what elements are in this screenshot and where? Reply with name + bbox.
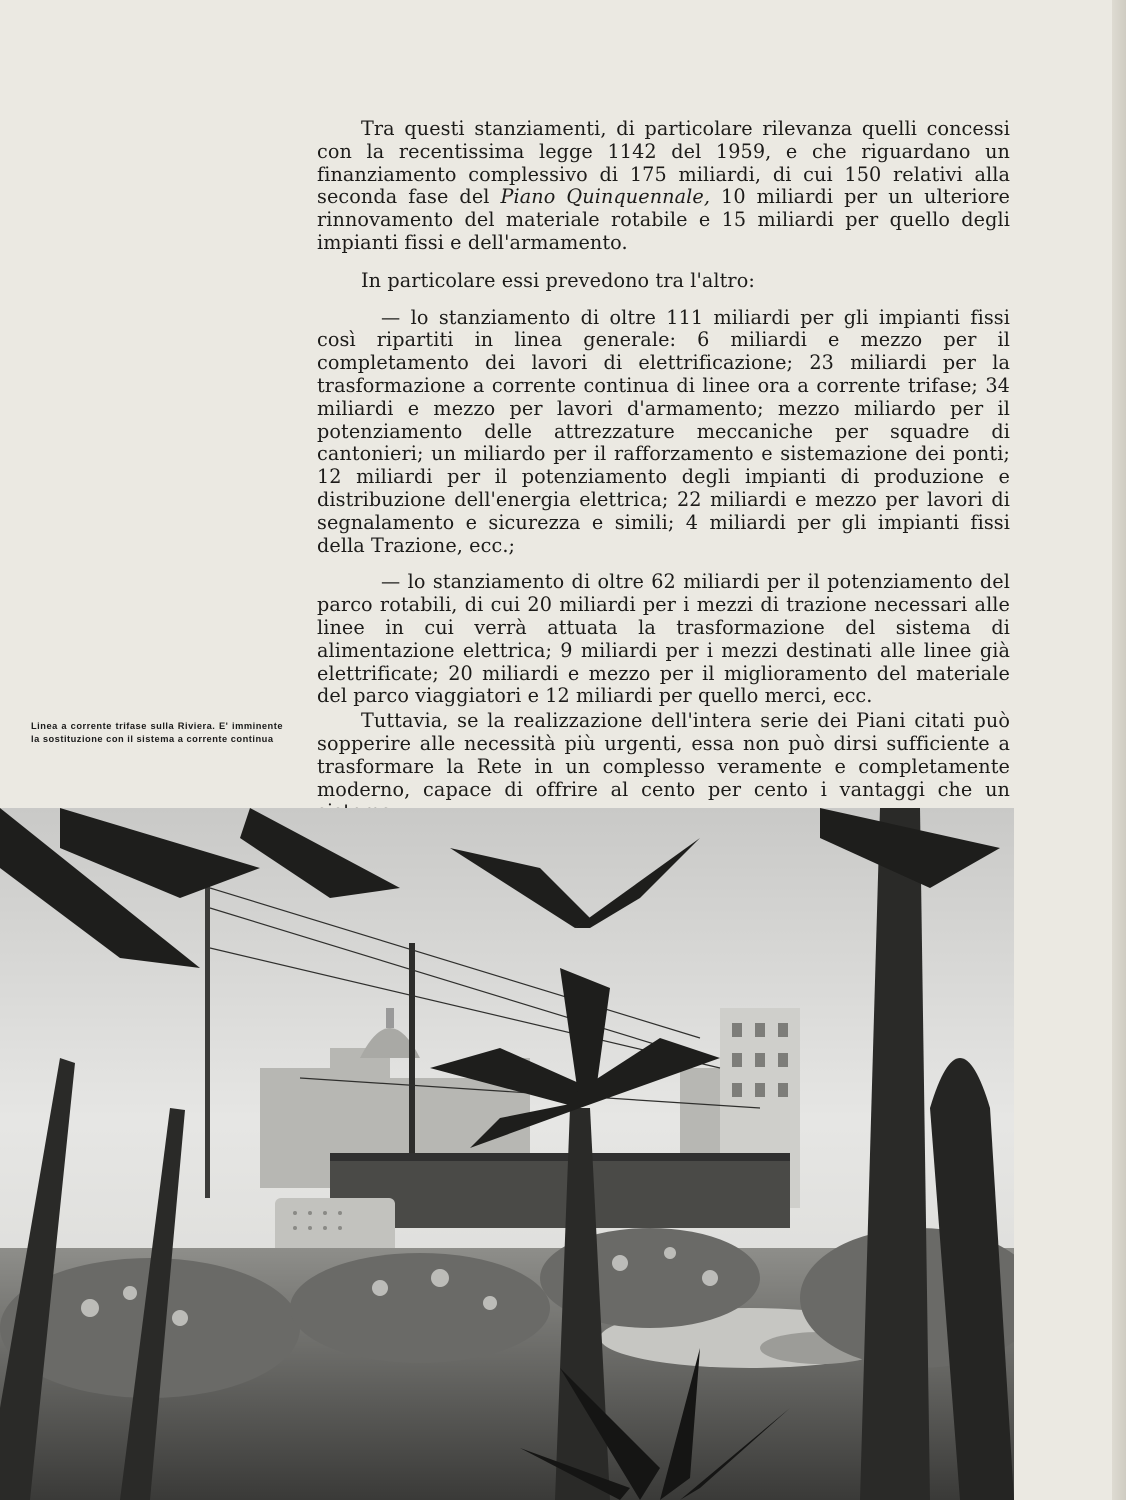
photo-caption: Linea a corrente trifase sulla Riviera. E' imminente la sostituzione con il sistema a corrente continua (31, 721, 283, 745)
photo-riviera-railway (0, 808, 1014, 1500)
paragraph-rolling-stock: — lo stanziamento di oltre 62 miliardi per il potenziamento del parco rotabili, di cui 20 miliardi per i mezzi di trazione necessari alle linee in cui verrà attuata la trasformazione del sistema di alimentazione elettrica; 9 miliardi per i mezzi destinati alle linee già elettrificate; 20 miliardi e mezzo per il miglioramento del materiale del parco viaggiatori e 12 miliardi per quello merci, ecc. (317, 570, 1010, 708)
paragraph-intro-list: In particolare essi prevedono tra l'altro: (361, 268, 755, 292)
photo-illustration (0, 808, 1014, 1500)
paragraph-funding: Tra questi stanziamenti, di particolare rilevanza quelli concessi con la recentissima legge 1142 del 1959, e che riguardano un finanziamento complessivo di 175 miliardi, di cui 150 relativi alla seconda fase del Piano Quinquennale, 10 miliardi per un ulteriore rinnovamento del materiale rotabile e 15 miliardi per quello degli impianti fissi e dell'armamento. (317, 117, 1010, 254)
paragraph-fixed-installations: — lo stanziamento di oltre 111 miliardi per gli impianti fissi così ripartiti in linea generale: 6 miliardi e mezzo per il completamento dei lavori di elettrificazione; 23 miliardi per la trasformazione a corrente continua di linee ora a corrente trifase; 34 miliardi e mezzo per lavori d'armamento; mezzo miliardo per il potenziamento delle attrezzature meccaniche per squadre di cantonieri; un miliardo per il rafforzamento e sistemazione dei ponti; 12 miliardi per il potenziamento degli impianti di produzione e distribuzione dell'energia elettrica; 22 miliardi e mezzo per lavori di segnalamento e sicurezza e simili; 4 miliardi per gli impianti fissi della Trazione, ecc.; (317, 305, 1010, 557)
article-body (317, 118, 1010, 824)
page-edge (1112, 0, 1126, 1500)
paragraph-conclusion: Tuttavia, se la realizzazione dell'intera serie dei Piani citati può sopperire alle necessità più urgenti, essa non può dirsi sufficiente a trasformare la Rete in un complesso veramente e completamente moderno, capace di offrire al cento per cento i vantaggi che un (317, 709, 1010, 801)
plan-title: Piano Quinquennale, (500, 185, 711, 209)
